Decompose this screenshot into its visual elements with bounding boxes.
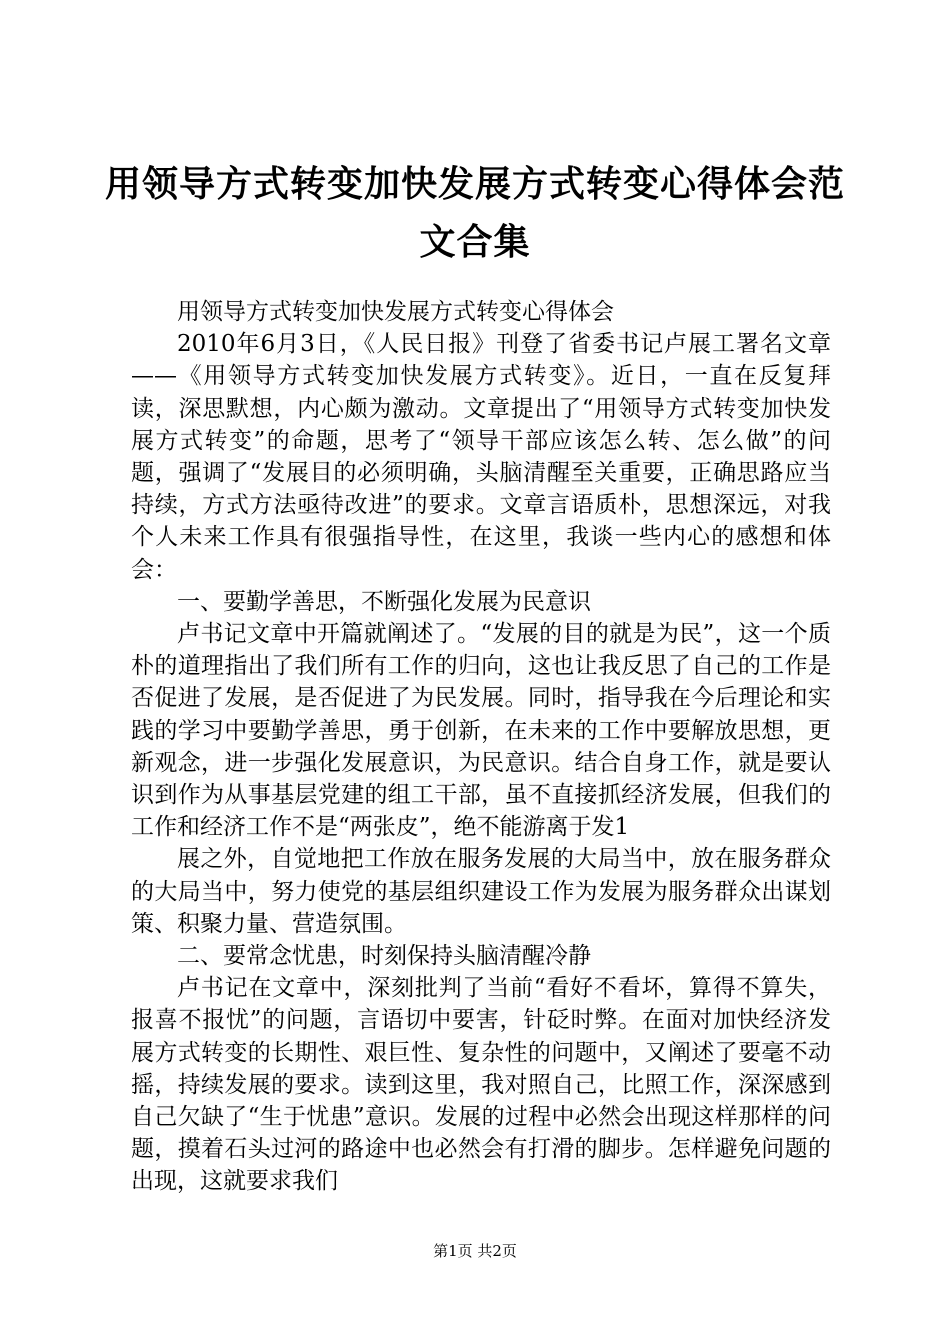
body-paragraph: 2010年6月3日，《人民日报》刊登了省委书记卢展工署名文章——《用领导方式转变加快发展方式转变》。近日，一直在反复拜读，深思默想，内心颇为激动。文章提出了“用领导方式转变加快发展方式转变”的命题，思考了“领导干部应该怎么转、怎么做”的问题，强调了“发展目的必须明确，头脑清醒至关重要，正确思路应当持续，方式方法亟待改进”的要求。文章言语质朴，思想深远，对我个人未来工作具有很强指导性，在这里，我谈一些内心的感想和体会： [131, 331, 831, 583]
section-heading: 二、要常念忧患，时刻保持头脑清醒冷静 [177, 943, 591, 970]
body-paragraph: 卢书记在文章中，深刻批判了当前“看好不看坏，算得不算失，报喜不报忧”的问题，言语切中要害，针砭时弊。在面对加快经济发展方式转变的长期性、艰巨性、复杂性的问题中，又阐述了要毫不动摇，持续发展的要求。读到这里，我对照自己，比照工作，深深感到自己欠缺了“生于忧患”意识。发展的过程中必然会出现这样那样的问题，摸着石头过河的路途中也必然会有打滑的脚步。怎样避免问题的出现，这就要求我们 [131, 975, 831, 1195]
document-title: 用领导方式转变加快发展方式转变心得体会范文合集 [104, 164, 845, 263]
subtitle-paragraph: 用领导方式转变加快发展方式转变心得体会 [177, 299, 614, 325]
document-body [131, 296, 831, 1198]
section-heading: 一、要勤学善思，不断强化发展为民意识 [177, 588, 591, 615]
page-footer: 第1页 共2页 [433, 1242, 517, 1260]
body-paragraph: 展之外，自觉地把工作放在服务发展的大局当中，放在服务群众的大局当中，努力使党的基层组织建设工作为发展为服务群众出谋划策、积聚力量、营造氛围。 [131, 846, 831, 937]
body-paragraph: 卢书记文章中开篇就阐述了。“发展的目的就是为民”，这一个质朴的道理指出了我们所有工作的归向，这也让我反思了自己的工作是否促进了发展，是否促进了为民发展。同时，指导我在今后理论和实践的学习中要勤学善思，勇于创新，在未来的工作中要解放思想，更新观念，进一步强化发展意识，为民意识。结合自身工作，就是要认识到作为从事基层党建的组工干部，虽不直接抓经济发展，但我们的工作和经济工作不是“两张皮”，绝不能游离于发1 [131, 621, 831, 841]
